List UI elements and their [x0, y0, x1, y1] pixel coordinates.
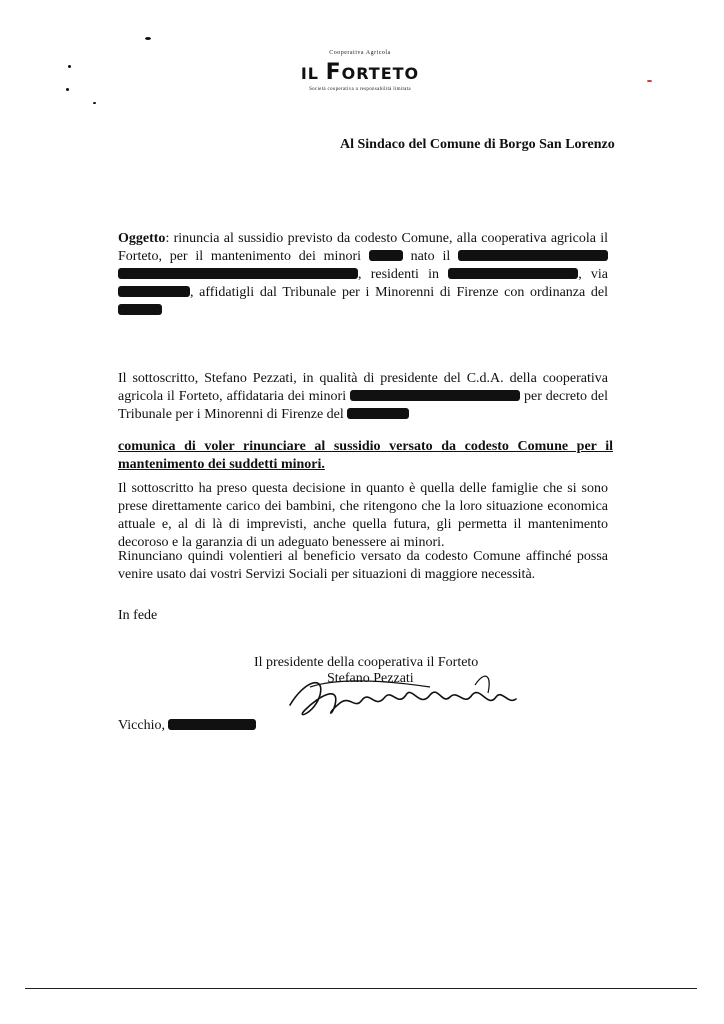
- logo-name: [280, 60, 440, 85]
- signatory-name: Stefano Pezzati: [327, 671, 414, 686]
- redaction-bar: [448, 268, 578, 279]
- oggetto-text-2: nato il: [410, 249, 451, 264]
- recipient-line: Al Sindaco del Comune di Borgo San Lorenzo: [340, 137, 615, 152]
- intro-text-2: per decreto del Tribunale per i Minorenni di Firenze del: [118, 389, 609, 422]
- handwritten-signature: [280, 665, 530, 730]
- place-label: Vicchio,: [118, 718, 165, 733]
- page-edge-line: [25, 988, 697, 989]
- redaction-bar: [118, 304, 162, 315]
- logo-name-rest: ORTETO: [341, 64, 420, 83]
- decision-paragraph: Il sottoscritto ha preso questa decisione in quanto è quella delle famiglie che si sono prese direttamente carico dei bambini, che ritengono che la loro situazione economica attuale e, al di là di imprevisti, anche quella futura, gli permetta il mantenimento decoroso e la garanzia di un adeguato benessere ai minori.: [118, 481, 608, 550]
- logo-top-line: Cooperativa Agricola: [329, 50, 391, 56]
- letterhead-logo: [280, 50, 440, 110]
- signatory-title: Il presidente della cooperativa il Forteto: [254, 655, 479, 670]
- oggetto-label: Oggetto: [118, 231, 166, 246]
- in-fede: In fede: [118, 608, 158, 623]
- redaction-bar: [369, 250, 403, 261]
- place-date-line: [118, 718, 256, 734]
- intro-text-1: Il sottoscritto, Stefano Pezzati, in qualità di presidente del C.d.A. della cooperativa agricola il Forteto, affidataria dei minori: [118, 371, 608, 404]
- redaction-bar: [118, 286, 190, 297]
- comunica-statement: comunica di voler rinunciare al sussidio versato da codesto Comune per il mantenimento dei suddetti minori.: [118, 439, 613, 472]
- oggetto-text-1: : rinuncia al sussidio previsto da codesto Comune, alla cooperativa agricola il Forteto, per il mantenimento dei minori: [118, 231, 608, 264]
- redaction-bar: [350, 390, 520, 401]
- redaction-bar: [168, 719, 256, 730]
- oggetto-text-4: , via: [578, 267, 609, 282]
- oggetto-paragraph: [118, 230, 608, 320]
- renounce-paragraph: Rinunciano quindi volentieri al beneficio versato da codesto Comune affinché possa venire usato dai vostri Servizi Sociali per situazioni di maggiore necessità.: [118, 549, 608, 582]
- redaction-bar: [118, 268, 358, 279]
- logo-sub-line: Società cooperativa a responsabilità limitata: [309, 87, 411, 92]
- logo-name-prefix: IL: [300, 64, 319, 83]
- intro-paragraph: [118, 370, 608, 424]
- logo-name-initial: F: [325, 60, 342, 85]
- oggetto-text-3: , residenti in: [358, 267, 439, 282]
- redaction-bar: [458, 250, 608, 261]
- oggetto-text-5: , affidatigli dal Tribunale per i Minorenni di Firenze con ordinanza del: [190, 285, 608, 300]
- redaction-bar: [347, 408, 409, 419]
